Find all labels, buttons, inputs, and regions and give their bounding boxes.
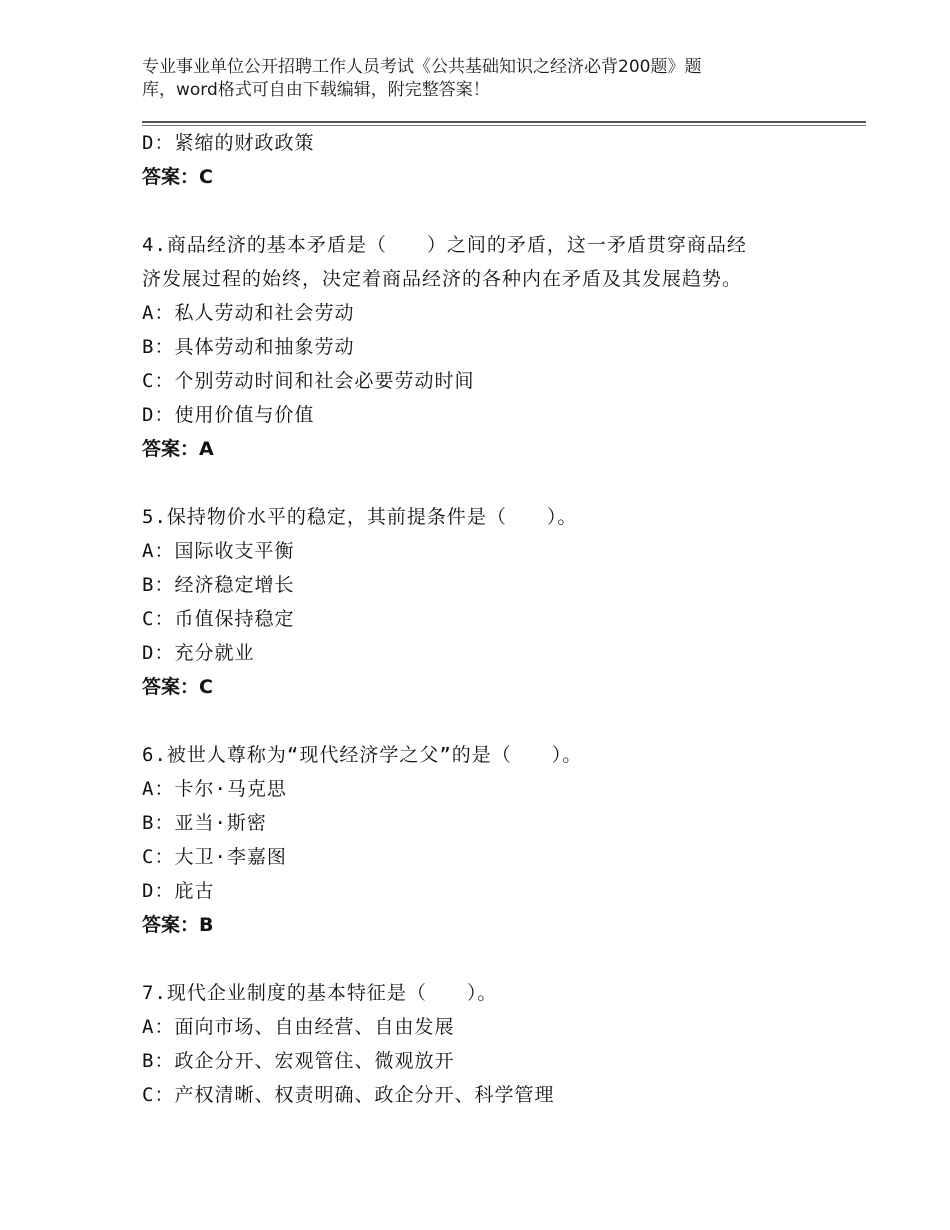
option-c: C：个别劳动时间和社会必要劳动时间 <box>142 370 475 392</box>
question-stem: 7.现代企业制度的基本特征是（ ）。 <box>142 982 498 1004</box>
answer-line: 答案：B <box>142 914 214 936</box>
spacer <box>142 466 822 500</box>
option-b: B：亚当·斯密 <box>142 812 267 834</box>
option-a: A：国际收支平衡 <box>142 540 295 562</box>
spacer <box>142 194 822 228</box>
header-line-1: 专业事业单位公开招聘工作人员考试《公共基础知识之经济必背200题》题 <box>142 57 702 77</box>
answer-line: 答案：A <box>142 438 214 460</box>
answer-line: 答案：C <box>142 676 213 698</box>
question-stem-cont: 济发展过程的始终，决定着商品经济的各种内在矛盾及其发展趋势。 <box>142 268 743 290</box>
option-a: A：私人劳动和社会劳动 <box>142 302 355 324</box>
option-d: D：庇古 <box>142 880 215 902</box>
answer-line: 答案：C <box>142 166 213 188</box>
question-6 <box>142 738 822 942</box>
question-stem: 6.被世人尊称为“现代经济学之父”的是（ ）。 <box>142 744 583 766</box>
question-7 <box>142 976 822 1112</box>
spacer <box>142 942 822 976</box>
option-d: D：使用价值与价值 <box>142 404 315 426</box>
header-line-2: 库，word格式可自由下载编辑，附完整答案！ <box>142 80 490 100</box>
option-d: D：紧缩的财政政策 <box>142 132 315 154</box>
option-b: B：具体劳动和抽象劳动 <box>142 336 355 358</box>
question-4 <box>142 228 822 466</box>
option-b: B：政企分开、宏观管住、微观放开 <box>142 1050 455 1072</box>
option-a: A：面向市场、自由经营、自由发展 <box>142 1016 455 1038</box>
spacer <box>142 704 822 738</box>
question-5 <box>142 500 822 704</box>
option-b: B：经济稳定增长 <box>142 574 295 596</box>
question-stem: 5.保持物价水平的稳定，其前提条件是（ ）。 <box>142 506 578 528</box>
option-c: C：币值保持稳定 <box>142 608 295 630</box>
option-a: A：卡尔·马克思 <box>142 778 287 800</box>
header-rule-thick <box>142 121 866 123</box>
question-stem: 4.商品经济的基本矛盾是（ ）之间的矛盾，这一矛盾贯穿商品经 <box>142 234 747 256</box>
document-header <box>142 56 782 102</box>
option-c: C：产权清晰、权责明确、政企分开、科学管理 <box>142 1084 555 1106</box>
option-c: C：大卫·李嘉图 <box>142 846 287 868</box>
option-d: D：充分就业 <box>142 642 255 664</box>
question-list <box>142 126 822 1112</box>
